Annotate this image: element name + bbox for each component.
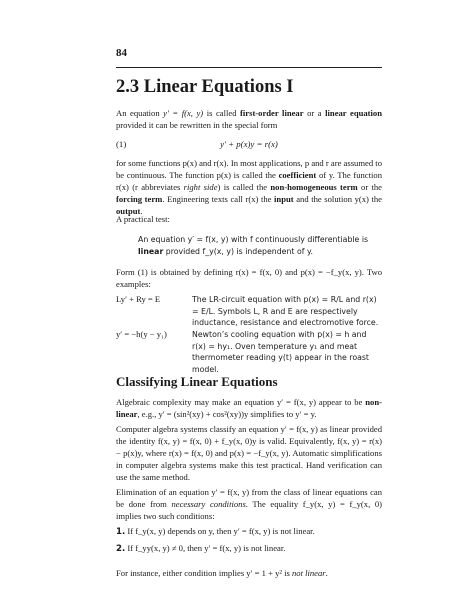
elimination-paragraph [116,486,382,522]
term-necessary-conditions: necessary conditions [171,499,246,509]
example-1-equation: Ly′ + Ry = E [116,294,161,304]
complexity-text-2: , e.g., y′ = (sin²(xy) + cos²(xy))y simplifies to y′ = y. [137,409,317,419]
intro-text-3: or a [303,108,326,118]
conclusion-text-1: For instance, either condition implies y′ = 1 + y² is [116,568,292,578]
test-box-text-2: provided f_y(x, y) is independent of y. [163,247,313,256]
term-not-linear: not linear [291,568,326,578]
condition-2 [116,543,285,554]
page-number: 84 [116,47,127,59]
condition-2-text: If f_yy(x, y) ≠ 0, then y′ = f(x, y) is not linear. [127,543,286,553]
term-first-order-linear: first-order linear [240,108,304,118]
example-2-description: Newton’s cooling equation with p(x) = h and r(x) = hy₁. Oven temperature y₁ and meat thermometer reading y(t) appear in the roast model. [192,330,369,374]
test-box-linear: linear [138,247,164,256]
def-text-5: . Engineering texts call r(x) the [162,194,275,204]
condition-2-number: 2. [116,544,126,554]
complexity-text-1: Algebraic complexity may make an equation y′ = f(x, y) appear to be [116,397,366,407]
elim-text-2: . The equality f_y(x, y) = f_y(x, 0) implies two such conditions: [116,499,383,521]
section-title: 2.3 Linear Equations I [116,77,294,97]
conclusion-text-2: . [325,568,328,578]
complexity-paragraph [116,396,382,420]
def-text-7: . [140,206,143,216]
def-text-3: ) is called the [217,182,271,192]
intro-text-2: is called [203,108,241,118]
test-box-text-1: An equation y′ = f(x, y) with f continuously differentiable is [138,235,369,244]
def-text-2: of y. The function r(x) (r abbreviates [116,170,382,192]
conclusion-paragraph [116,567,382,579]
equation-1-label: (1) [116,139,127,149]
example-1-description: The LR-circuit equation with p(x) = R/L and r(x) = E/L. Symbols L, R and E are respectively inductance, resistance and electromotive force. [192,295,379,327]
subsection-title: Classifying Linear Equations [116,374,278,389]
term-input: input [274,194,294,204]
condition-1-text: If f_y(x, y) depends on y, then y′ = f(x, y) is not linear. [127,526,315,536]
intro-math-1: y′ = f(x, y) [163,108,204,118]
header-rule [116,67,382,68]
test-box [138,234,374,258]
term-output: output [116,206,141,216]
term-non-homogeneous: non-homogeneous term [270,182,358,192]
term-right-side: right side [183,182,218,192]
condition-1 [116,526,315,537]
term-coefficient: coefficient [278,170,317,180]
def-text-1: for some functions p(x) and r(x). In most applications, p and r are assumed to be continuous. The function p(x) is called the [116,158,382,180]
term-non-linear: non-linear [116,397,382,419]
def-text-4: or the [357,182,382,192]
elim-text-1: Elimination of an equation y′ = f(x, y) from the class of linear equations can be done from [116,487,382,509]
intro-paragraph [116,107,382,131]
condition-1-number: 1. [116,527,126,537]
term-linear-equation: linear equation [325,108,382,118]
def-text-6: and the solution y(x) the [293,194,382,204]
intro-text-4: provided it can be rewritten in the special form [116,120,278,130]
cas-paragraph: Computer algebra systems classify an equation y′ = f(x, y) as linear provided the identity f(x, y) = f(x, 0) + f_y(x, 0)y is valid. Equivalently, f(x, y) = r(x) − p(x)y, where r(x) = f(x, 0) and p(x) = −f_y(x, y). Automatic simplifications in computer algebra systems make this test practical. Hand verification can use the same method. [116,424,382,482]
practical-test-label: A practical test: [116,214,170,224]
example-2-equation: y′ = −h(y − y₁) [116,329,167,339]
intro-text-1: An equation [116,108,164,118]
form-paragraph: Form (1) is obtained by defining r(x) = f(x, 0) and p(x) = −f_y(x, y). Two examples: [116,267,382,289]
equation-1-expr: y′ + p(x)y = r(x) [220,139,278,149]
term-forcing-term: forcing term [116,194,163,204]
definitions-paragraph [116,157,382,217]
